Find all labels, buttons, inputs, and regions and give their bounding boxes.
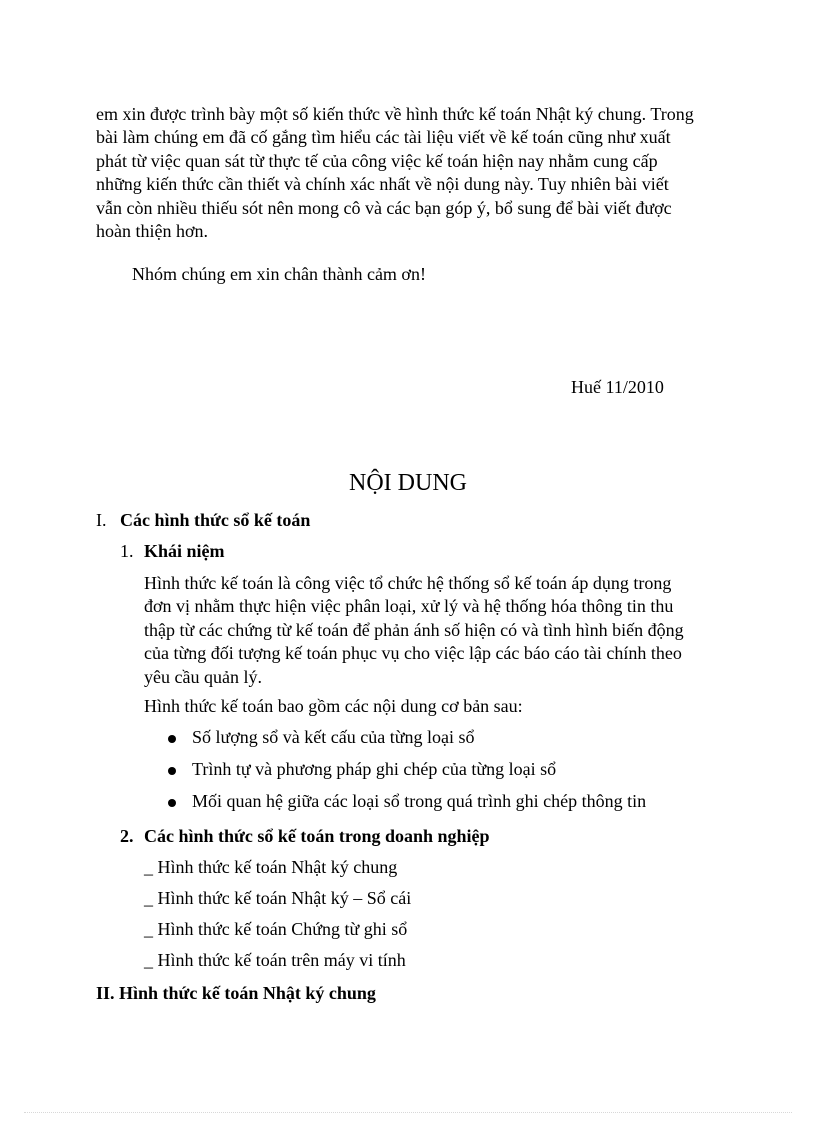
contents-intro: Hình thức kế toán bao gồm các nội dung cơ bản sau:	[144, 696, 523, 716]
list-item: _ Hình thức kế toán Nhật ký – Sổ cái	[144, 888, 412, 908]
section-1-heading	[96, 510, 310, 531]
subsection-2-number: 2.	[120, 826, 134, 846]
list-item: _ Hình thức kế toán trên máy vi tính	[144, 950, 406, 970]
intro-line: bài làm chúng em đã cố gắng tìm hiểu các tài liệu viết về kế toán cũng như xuất	[96, 127, 671, 148]
subsection-1-heading	[120, 541, 225, 562]
bullet-list	[168, 727, 646, 823]
definition-line: yêu cầu quản lý.	[144, 666, 262, 687]
place-date: Huế 11/2010	[571, 377, 664, 397]
subsection-2-heading	[120, 826, 490, 847]
definition-line: của từng đối tượng kế toán phục vụ cho việc lập các báo cáo tài chính theo	[144, 643, 682, 664]
list-item: _ Hình thức kế toán Nhật ký chung	[144, 857, 398, 877]
intro-line: em xin được trình bày một số kiến thức về hình thức kế toán Nhật ký chung. Trong	[96, 104, 694, 124]
section-2-number: II.	[96, 983, 115, 1003]
subsection-2-title: Các hình thức sổ kế toán trong doanh nghiệp	[144, 826, 490, 846]
definition-line: đơn vị nhằm thực hiện việc phân loại, xử lý và hệ thống hóa thông tin thu	[144, 596, 674, 617]
bullet-icon	[168, 799, 176, 807]
bullet-text: Trình tự và phương pháp ghi chép của từng loại sổ	[192, 759, 557, 779]
definition-paragraph	[144, 572, 724, 689]
section-1-number: I.	[96, 510, 107, 530]
main-title: NỘI DUNG	[349, 470, 467, 496]
intro-line: những kiến thức cần thiết và chính xác nhất về nội dung này. Tuy nhiên bài viết	[96, 174, 669, 195]
bullet-icon	[168, 767, 176, 775]
accounting-forms-list	[144, 857, 411, 981]
bullet-icon	[168, 735, 176, 743]
definition-line: thập từ các chứng từ kế toán để phản ánh số hiện có và tình hình biến động	[144, 619, 684, 640]
section-1-title: Các hình thức sổ kế toán	[120, 510, 311, 530]
section-2-title: Hình thức kế toán Nhật ký chung	[119, 983, 376, 1003]
list-item	[168, 759, 646, 791]
bullet-text: Mối quan hệ giữa các loại sổ trong quá trình ghi chép thông tin	[192, 791, 647, 811]
thanks-line: Nhóm chúng em xin chân thành cảm ơn!	[132, 264, 426, 284]
list-item	[168, 727, 646, 759]
intro-line: vẫn còn nhiều thiếu sót nên mong cô và các bạn góp ý, bổ sung để bài viết được	[96, 197, 672, 218]
subsection-1-title: Khái niệm	[144, 541, 225, 561]
bullet-text: Số lượng sổ và kết cấu của từng loại sổ	[192, 727, 475, 747]
intro-paragraph	[96, 103, 736, 243]
section-2-heading	[96, 983, 376, 1004]
definition-line: Hình thức kế toán là công việc tổ chức hệ thống sổ kế toán áp dụng trong	[144, 573, 672, 593]
list-item: _ Hình thức kế toán Chứng từ ghi sổ	[144, 919, 408, 939]
list-item	[168, 791, 646, 823]
intro-line: hoàn thiện hơn.	[96, 221, 208, 242]
subsection-1-number: 1.	[120, 541, 134, 561]
intro-line: phát từ việc quan sát từ thực tế của công việc kế toán hiện nay nhằm cung cấp	[96, 150, 658, 171]
page-bottom-divider	[24, 1112, 792, 1113]
